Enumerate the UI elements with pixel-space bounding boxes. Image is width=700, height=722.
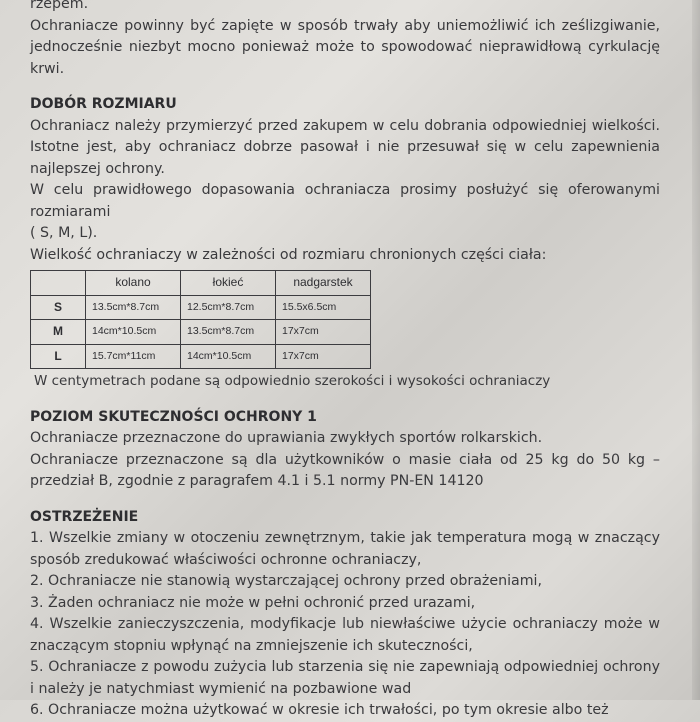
warning-item-5: 5. Ochraniacze z powodu zużycia lub starzenia się nie zapewniają odpowiedniej ochrony i należy je natychmiast wymienić na pozbawione wad: [30, 659, 660, 697]
size-label: L: [31, 344, 86, 369]
knee-value: 14cm*10.5cm: [86, 320, 181, 345]
size-table-header-lokiec: łokieć: [181, 271, 276, 296]
table-row: [31, 295, 371, 320]
table-row: [31, 320, 371, 345]
top-paragraph-tail: rzepem.: [30, 0, 89, 12]
size-label: M: [31, 320, 86, 345]
elbow-value: 13.5cm*8.7cm: [181, 320, 276, 345]
size-table-header-kolano: kolano: [86, 271, 181, 296]
knee-value: 13.5cm*8.7cm: [86, 295, 181, 320]
wrist-value: 15.5x6.5cm: [276, 295, 371, 320]
warning-item-2: 2. Ochraniacze nie stanowią wystarczającej ochrony przed obrażeniami,: [30, 573, 543, 589]
table-row: [31, 344, 371, 369]
size-label: S: [31, 295, 86, 320]
protection-paragraph-2: Ochraniacze przeznaczone są dla użytkowników o masie ciała od 25 kg do 50 kg – przedział B, zgodnie z paragrafem 4.1 i 5.1 normy PN-EN 14120: [30, 451, 660, 489]
protection-paragraph-1: Ochraniacze przeznaczone do uprawiania zwykłych sportów rolkarskich.: [30, 430, 543, 446]
size-table-header-empty: [31, 271, 86, 296]
knee-value: 15.7cm*11cm: [86, 344, 181, 369]
size-paragraph-2: W celu prawidłowego dopasowania ochraniacza prosimy posłużyć się oferowanymi rozmiarami: [30, 182, 660, 220]
wrist-value: 17x7cm: [276, 320, 371, 345]
wrist-value: 17x7cm: [276, 344, 371, 369]
size-paragraph-3: ( S, M, L).: [30, 225, 98, 241]
size-heading: DOBÓR ROZMIARU: [30, 96, 177, 112]
elbow-value: 12.5cm*8.7cm: [181, 295, 276, 320]
warning-item-3: 3. Żaden ochraniacz nie może w pełni ochronić przed urazami,: [30, 594, 476, 611]
warning-item-6: 6. Ochraniacze można użytkować w okresie ich trwałości, po tym okresie albo też: [30, 702, 609, 718]
warning-item-4: 4. Wszelkie zanieczyszczenia, modyfikacje lub niewłaściwe użycie ochraniaczy może w znaczącym stopniu wpłynąć na zmniejszenie ich skuteczności,: [30, 616, 660, 654]
size-paragraph-4: Wielkość ochraniaczy w zależności od rozmiaru chronionych części ciała:: [30, 246, 547, 263]
protection-heading: POZIOM SKUTECZNOŚCI OCHRONY 1: [30, 408, 317, 425]
fastening-paragraph: Ochraniacze powinny być zapięte w sposób trwały aby uniemożliwić ich ześlizgiwanie, jednocześnie niezbyt mocno ponieważ może to spowodować nieprawidłową cyrkulację krwi.: [30, 17, 660, 77]
size-table-header-row: [31, 271, 371, 296]
size-table-header-nadgarstek: nadgarstek: [276, 271, 371, 296]
size-paragraph-1: Ochraniacz należy przymierzyć przed zakupem w celu dobrania odpowiedniej wielkości. Istotne jest, aby ochraniacz dobrze pasował i nie przesuwał się w celu zapewnienia najlepszej ochrony.: [30, 117, 660, 177]
warning-item-1: 1. Wszelkie zmiany w otoczeniu zewnętrznym, takie jak temperatura mogą w znaczący sposób zredukować właściwości ochronne ochraniaczy,: [30, 530, 660, 568]
elbow-value: 14cm*10.5cm: [181, 344, 276, 369]
size-table: [30, 270, 371, 369]
instruction-sheet: [30, 0, 660, 722]
table-note: W centymetrach podane są odpowiednio szerokości i wysokości ochraniaczy: [34, 373, 551, 389]
paper-edge-shadow: [692, 0, 700, 700]
warning-heading: OSTRZEŻENIE: [30, 508, 139, 525]
